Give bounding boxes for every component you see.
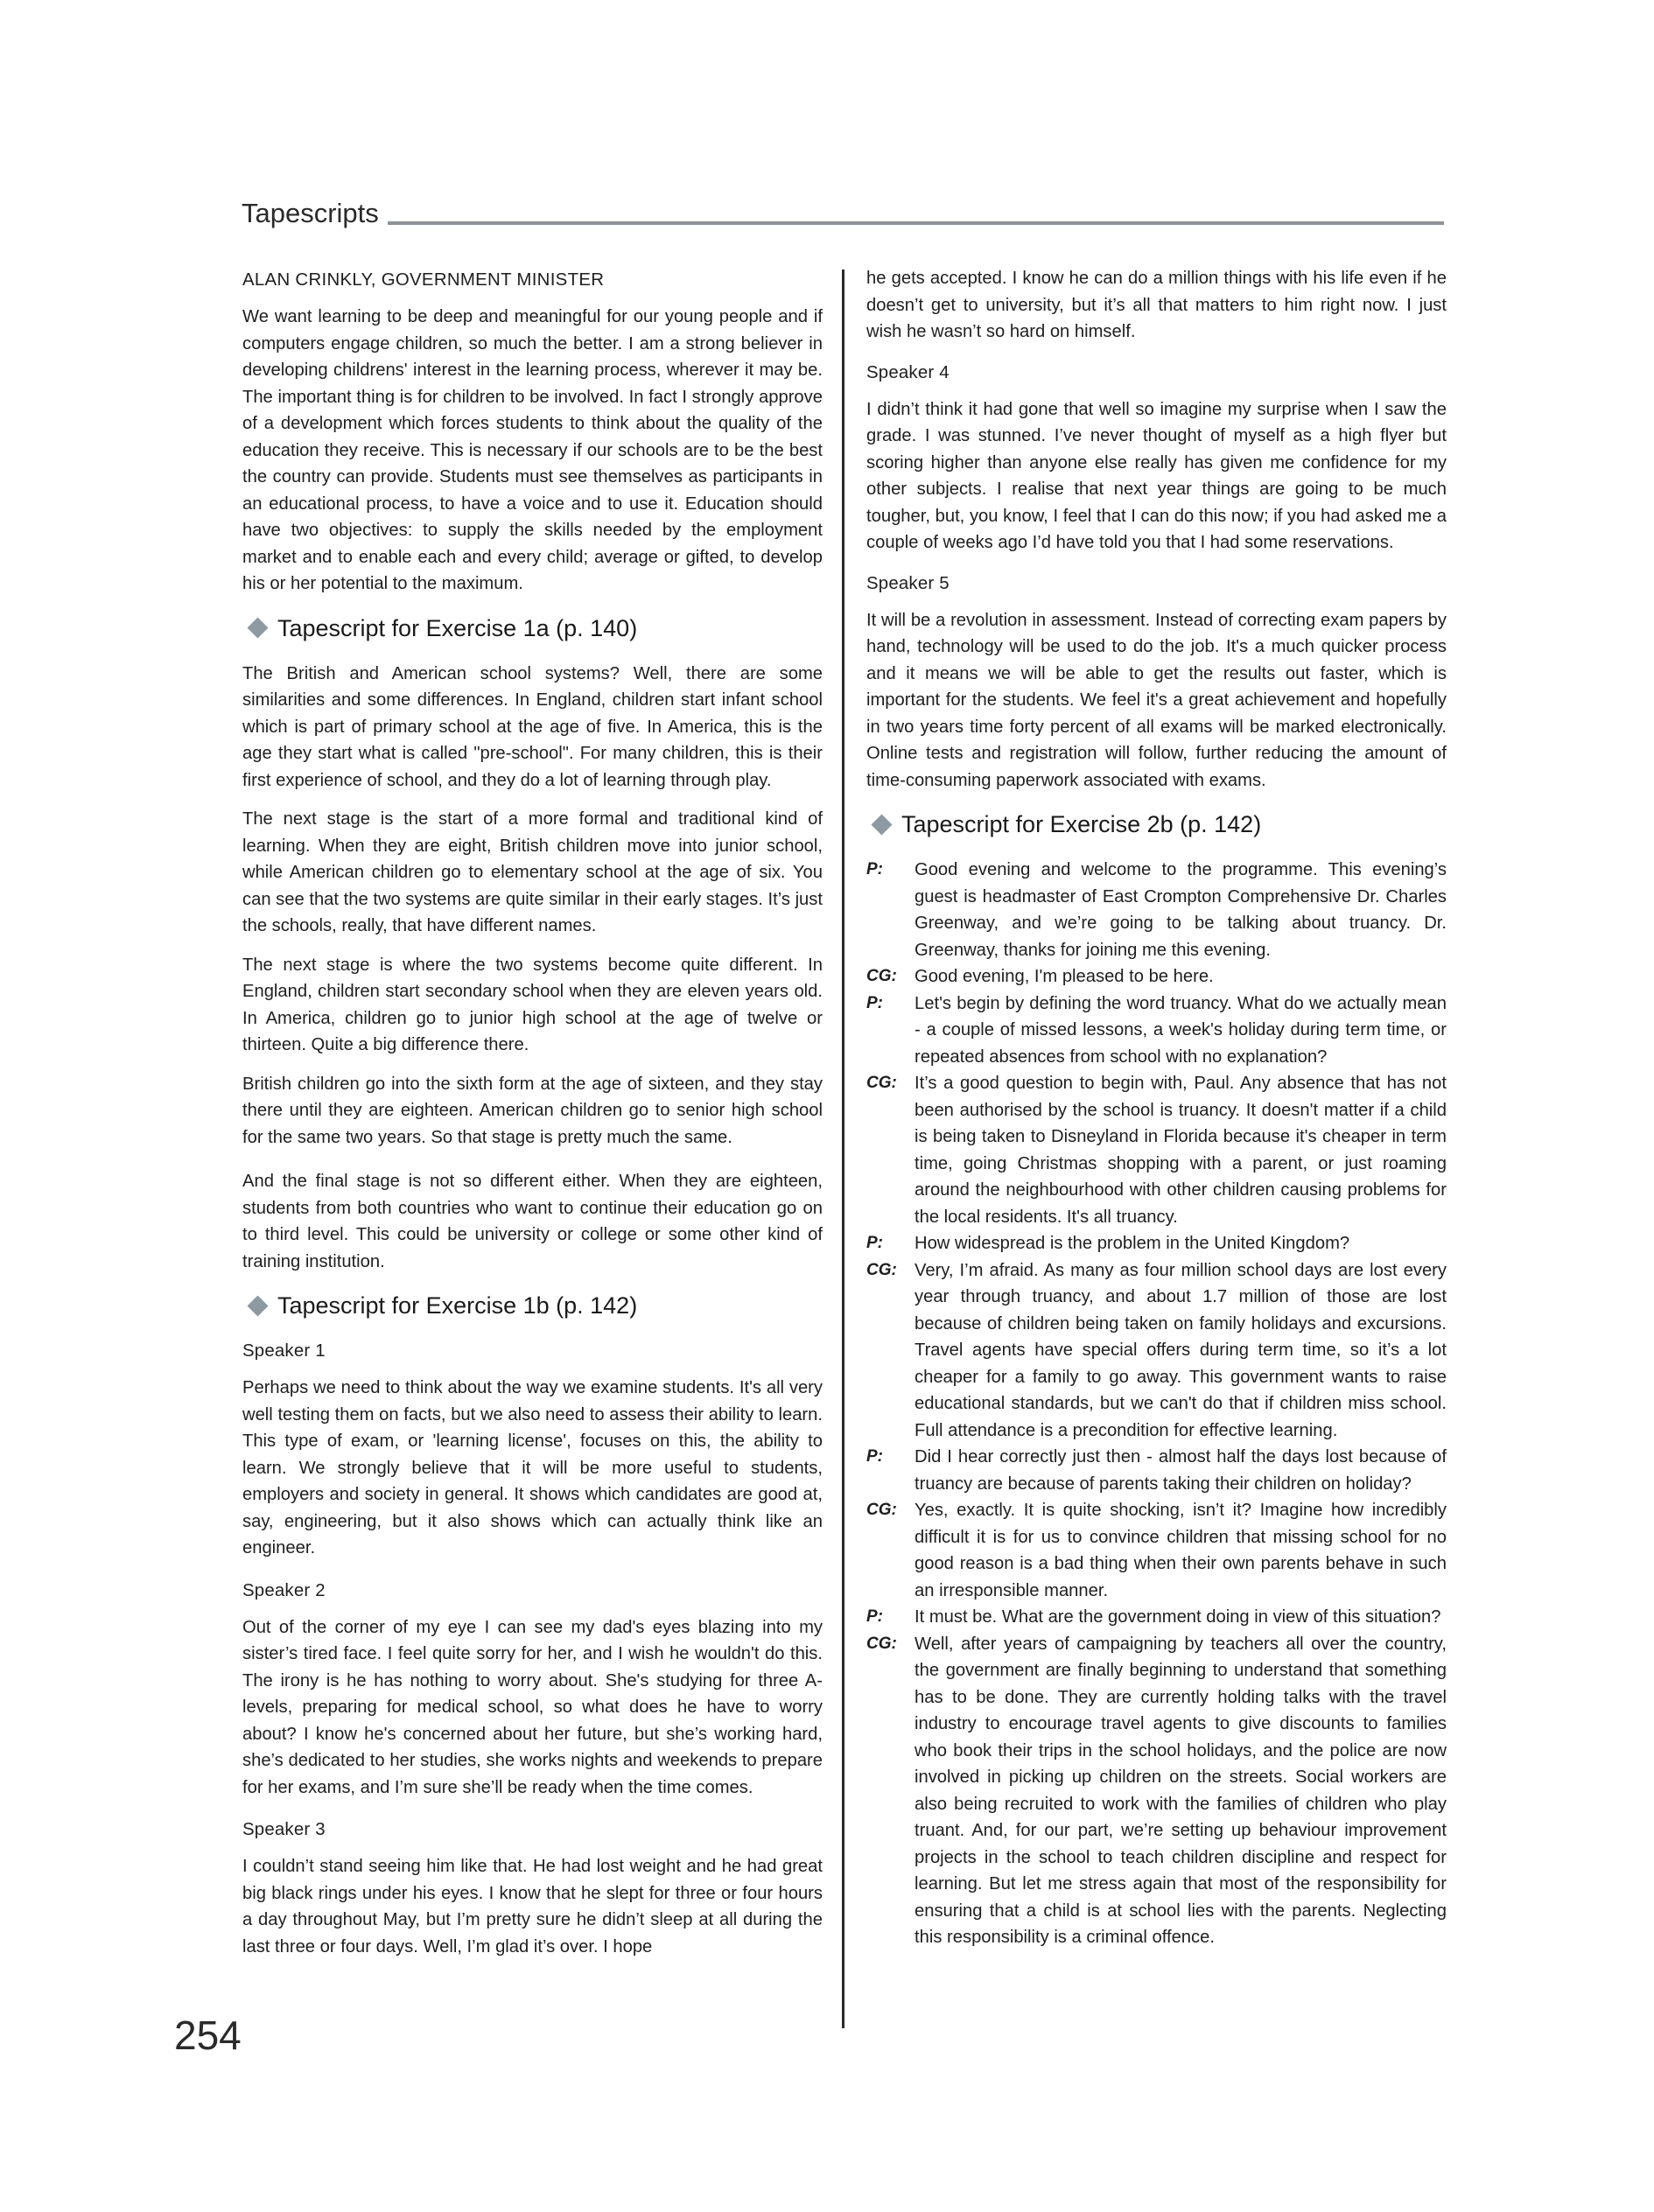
speaker-2-label: Speaker 2 xyxy=(242,1580,326,1600)
dialogue-line: Good evening, I'm pleased to be here. xyxy=(915,967,1214,986)
dialogue-line: Good evening and welcome to the programme. This evening’s guest is headmaster of East Crompton Comprehensive Dr. Charles Greenway, and we’re going to be talking about truancy. Dr. Greenway, thanks for joining me this evening. xyxy=(915,860,1447,960)
exercise-1a-paragraph: British children go into the sixth form at the age of sixteen, and they stay there until they are eighteen. American children go to senior high school for the same two years. So that stage is pretty much the same. xyxy=(242,1074,823,1147)
exercise-1a-paragraph: And the final stage is not so different either. When they are eighteen, students from both countries who want to continue their education go on to third level. This could be university or college or some other kind of training institution. xyxy=(242,1172,823,1271)
dialogue-turn xyxy=(866,857,1447,963)
speaker-5-text: It will be a revolution in assessment. Instead of correcting exam papers by hand, technology will be used to do the job. It's a much quicker process and it means we will be able to get the results out faster, which is important for the students. We feel it's a great achievement and hopefully in two years time forty percent of all exams will be marked electronically. Online tests and registration will follow, further reducing the amount of time-consuming paperwork associated with exams. xyxy=(866,610,1447,790)
exercise-1a-paragraph: The next stage is the start of a more formal and traditional kind of learning. When they are eight, British children move into junior school, while American children go to elementary school at the age of six. You can see that the two systems are quite similar in their early stages. It’s just the schools, really, that have different names. xyxy=(242,809,823,935)
exercise-1a-heading xyxy=(242,613,823,643)
speaker-tag: P: xyxy=(866,993,883,1012)
left-column xyxy=(242,267,823,1972)
diamond-bullet-icon xyxy=(247,1295,268,1316)
page-title: Tapescripts xyxy=(242,198,379,228)
speaker-tag: CG: xyxy=(866,1634,897,1653)
speaker-tag: P: xyxy=(866,1447,883,1466)
page-header xyxy=(242,198,1444,229)
exercise-1a-paragraph: The British and American school systems? Well, there are some similarities and some differences. In England, children start infant school which is part of primary school at the age of five. In America, this is the age they start what is called "pre-school". For many children, this is their first experience of school, and they do a lot of learning through play. xyxy=(242,663,823,790)
diamond-bullet-icon xyxy=(247,617,268,638)
dialogue-turn xyxy=(866,1444,1447,1497)
speaker-tag: P: xyxy=(866,860,883,878)
dialogue-turn xyxy=(866,990,1447,1071)
dialogue-turn xyxy=(866,1257,1447,1445)
intro-paragraph: We want learning to be deep and meaningful for our young people and if computers engage children, so much the better. I am a strong believer in developing childrens' interest in the learning process, wherever it may be. The important thing is for children to be involved. In fact I strongly approve of a development which forces students to think about the quality of the education they receive. This is necessary if our schools are to be the best the country can provide. Students must see themselves as participants in an educational process, to have a voice and to use it. Education should have two objectives: to supply the skills needed by the employment market and to enable each and every child; average or gifted, to develop his or her potential to the maximum. xyxy=(242,307,823,593)
speaker-tag: CG: xyxy=(866,967,897,985)
speaker-3-label: Speaker 3 xyxy=(242,1820,326,1839)
dialogue-line: It must be. What are the government doing in view of this situation? xyxy=(915,1607,1441,1627)
header-rule xyxy=(388,221,1444,225)
dialogue-line: Yes, exactly. It is quite shocking, isn’t it? Imagine how incredibly difficult it is for us to convince children that missing school for no good reason is a bad thing when their own parents behave in such an irresponsible manner. xyxy=(915,1501,1447,1600)
interview-dialogue xyxy=(866,857,1447,1951)
exercise-2b-heading xyxy=(866,809,1447,839)
dialogue-line: It’s a good question to begin with, Paul. Any absence that has not been authorised by the school is truancy. It doesn't matter if a child is being taken to Disneyland in Florida because it's cheaper in term time, going Christmas shopping with a parent, or just roaming around the neighbourhood with other children causing problems for the local residents. It's all truancy. xyxy=(915,1074,1447,1227)
speaker-tag: P: xyxy=(866,1234,883,1252)
exercise-1a-paragraph: The next stage is where the two systems become quite different. In England, children start secondary school when they are eleven years old. In America, children go to junior high school at the age of twelve or thirteen. Quite a big difference there. xyxy=(242,955,823,1054)
diamond-bullet-icon xyxy=(871,814,892,835)
speaker-tag: CG: xyxy=(866,1501,897,1519)
speaker-3-text-continued: he gets accepted. I know he can do a million things with his life even if he doesn’t get to university, but it’s all that matters to him right now. I just wish he wasn’t so hard on himself. xyxy=(866,269,1447,341)
right-column xyxy=(866,265,1447,1951)
dialogue-line: Well, after years of campaigning by teachers all over the country, the government are finally beginning to understand that something has to be done. They are currently holding talks with the travel industry to encourage travel agents to give discounts to families who book their trips in the school holidays, and the police are now involved in picking up children on the streets. Social workers are also being recruited to work with the families of children who play truant. And, for our part, we’re setting up behaviour improvement projects in the school to teach children discipline and respect for learning. But let me stress again that most of the responsibility for ensuring that a child is at school lies with the parents. Neglecting this responsibility is a criminal offence. xyxy=(915,1634,1447,1947)
speaker-tag: CG: xyxy=(866,1260,897,1279)
speaker-1-text: Perhaps we need to think about the way we examine students. It's all very well testing them on facts, but we also need to assess their ability to learn. This type of exam, or 'learning license', focuses on this, the ability to learn. We strongly believe that it will be more useful to students, employers and society in general. It shows which candidates are good at, say, engineering, but it also shows which can actually think like an engineer. xyxy=(242,1378,823,1558)
exercise-1b-heading xyxy=(242,1291,823,1320)
dialogue-line: Let's begin by defining the word truancy. What do we actually mean - a couple of missed lessons, a week's holiday during term time, or repeated absences from school with no explanation? xyxy=(915,993,1447,1067)
dialogue-turn xyxy=(866,1631,1447,1951)
page-number: 254 xyxy=(174,2012,242,2058)
dialogue-turn xyxy=(866,1230,1447,1257)
dialogue-turn xyxy=(866,963,1447,990)
exercise-2b-title: Tapescript for Exercise 2b (p. 142) xyxy=(901,811,1262,837)
speaker-tag: P: xyxy=(866,1607,883,1626)
speaker-4-text: I didn’t think it had gone that well so imagine my surprise when I saw the grade. I was stunned. I’ve never thought of myself as a high flyer but scoring higher than anyone else really has given me confidence for my other subjects. I realise that next year things are going to be much tougher, but, you know, I feel that I can do this now; if you had asked me a couple of weeks ago I’d have told you that I had some reservations. xyxy=(866,399,1447,552)
exercise-1a-title: Tapescript for Exercise 1a (p. 140) xyxy=(277,614,638,641)
dialogue-line: Did I hear correctly just then - almost half the days lost because of truancy are because of parents taking their children on holiday? xyxy=(915,1447,1447,1494)
speaker-2-text: Out of the corner of my eye I can see my dad's eyes blazing into my sister’s tired face. I feel quite sorry for her, and I wish he wouldn't do this. The irony is he has nothing to worry about. She's studying for three A-levels, preparing for medical school, so what does he have to worry about? I know he's concerned about her future, but she’s working hard, she’s dedicated to her studies, she works nights and weekends to prepare for her exams, and I’m sure she’ll be ready when the time comes. xyxy=(242,1617,823,1797)
speaker-5-label: Speaker 5 xyxy=(866,573,950,593)
intro-heading: ALAN CRINKLY, GOVERNMENT MINISTER xyxy=(242,270,605,290)
speaker-1-label: Speaker 1 xyxy=(242,1341,326,1361)
speaker-4-label: Speaker 4 xyxy=(866,362,950,382)
dialogue-line: How widespread is the problem in the United Kingdom? xyxy=(915,1234,1350,1253)
speaker-3-text: I couldn’t stand seeing him like that. He had lost weight and he had great big black rings under his eyes. I know that he slept for three or four hours a day throughout May, but I’m pretty sure he didn’t sleep at all during the last three or four days. Well, I’m glad it’s over. I hope xyxy=(242,1857,823,1956)
dialogue-turn xyxy=(866,1604,1447,1631)
dialogue-turn xyxy=(866,1497,1447,1604)
dialogue-line: Very, I’m afraid. As many as four million school days are lost every year through truancy, and about 1.7 million of those are lost because of children being taken on family holidays and excursions. Travel agents have special offers during term time, so it’s a lot cheaper for a family to go away. This government wants to raise educational standards, but we can't do that if children miss school. Full attendance is a precondition for effective learning. xyxy=(915,1260,1447,1440)
exercise-1b-title: Tapescript for Exercise 1b (p. 142) xyxy=(277,1292,638,1319)
speaker-tag: CG: xyxy=(866,1074,897,1092)
column-divider xyxy=(842,270,845,2028)
dialogue-turn xyxy=(866,1070,1447,1230)
